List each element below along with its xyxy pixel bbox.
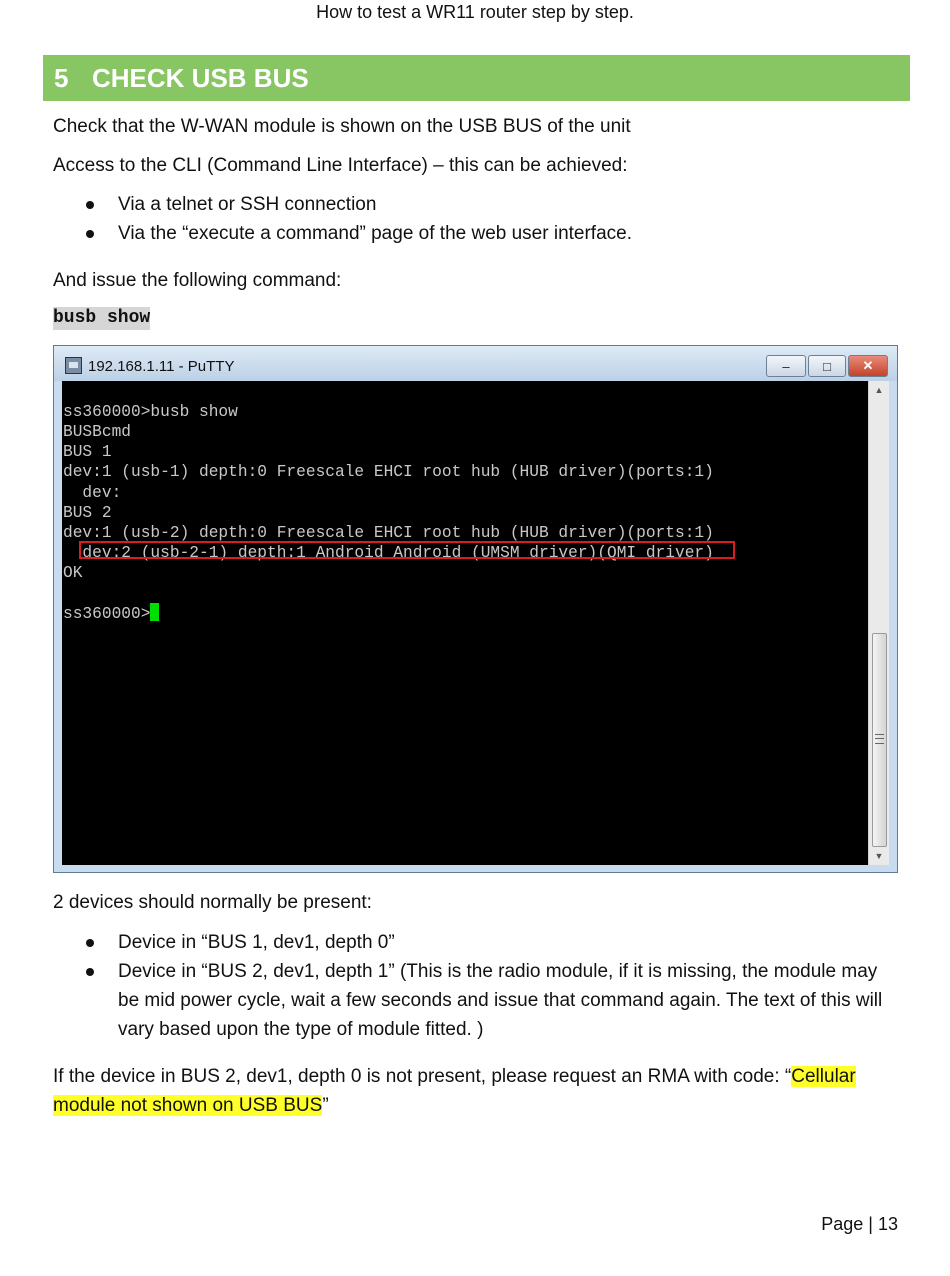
- page-number-footer: [821, 1214, 898, 1235]
- page-separator: |: [868, 1214, 873, 1234]
- page-number: 13: [877, 1214, 898, 1234]
- list-item-text: Device in “BUS 1, dev1, depth 0”: [118, 932, 395, 953]
- close-button[interactable]: ✕: [848, 355, 888, 377]
- list-item: [53, 219, 903, 248]
- terminal-line: BUS 1: [63, 443, 112, 462]
- intro-paragraph-3: And issue the following command:: [53, 270, 342, 291]
- command-snippet: busb show: [53, 308, 151, 328]
- terminal-line: ss360000>busb show: [63, 403, 238, 421]
- terminal-prompt: ss360000>: [63, 605, 151, 624]
- terminal-line: [62, 583, 868, 603]
- putty-app-icon: [65, 357, 82, 374]
- window-titlebar: [54, 346, 897, 381]
- section-heading: [43, 55, 910, 101]
- page-label: Page: [821, 1214, 864, 1234]
- scrollbar-thumb[interactable]: [872, 633, 887, 847]
- section-title: CHECK USB BUS: [92, 62, 309, 93]
- terminal-line: dev:1 (usb-2) depth:0 Freescale EHCI root hub (HUB driver)(ports:1): [63, 523, 714, 542]
- bullet-icon: [86, 201, 94, 209]
- bullet-icon: [86, 230, 94, 238]
- putty-window-screenshot: [53, 345, 898, 873]
- terminal-prompt-line: [62, 603, 868, 623]
- scroll-up-arrow-icon[interactable]: ▲: [874, 385, 884, 395]
- vertical-scrollbar[interactable]: [868, 381, 889, 865]
- results-paragraph: 2 devices should normally be present:: [53, 892, 372, 913]
- running-header: How to test a WR11 router step by step.: [316, 2, 634, 22]
- expected-device-list: [53, 928, 903, 1044]
- bullet-icon: [86, 939, 94, 947]
- intro-paragraph-2: Access to the CLI (Command Line Interface) – this can be achieved:: [53, 155, 628, 176]
- terminal-line: dev:1 (usb-1) depth:0 Freescale EHCI root hub (HUB driver)(ports:1): [63, 463, 714, 482]
- intro-paragraph-1: Check that the W-WAN module is shown on the USB BUS of the unit: [53, 116, 631, 137]
- minimize-button[interactable]: –: [766, 355, 806, 377]
- section-number: 5: [54, 62, 69, 93]
- maximize-button[interactable]: □: [808, 355, 846, 377]
- list-item-text: Via a telnet or SSH connection: [118, 194, 377, 215]
- access-method-list: [53, 190, 903, 248]
- terminal-line: dev:: [63, 483, 122, 502]
- grip-icon: [875, 734, 884, 744]
- terminal-line: BUS 2: [63, 503, 112, 522]
- terminal-cursor: [150, 603, 159, 621]
- rma-suffix: ”: [322, 1095, 329, 1116]
- rma-paragraph: [53, 1062, 899, 1120]
- rma-prefix: If the device in BUS 2, dev1, depth 0 is not present, please request an RMA with code: “: [53, 1066, 792, 1087]
- rma-code-highlight: Cellular module not shown on USB BUS: [53, 1066, 856, 1116]
- terminal-line-highlighted: dev:2 (usb-2-1) depth:1 Android Android (UMSM driver)(QMI driver): [63, 543, 714, 562]
- list-item-text: Device in “BUS 2, dev1, depth 1” (This is the radio module, if it is missing, the module may be mid power cycle, wait a few seconds and issue that command again. The text of this will vary based upon the type of module fitted. ): [118, 961, 883, 1040]
- terminal-line: OK: [63, 564, 83, 583]
- highlight-box: [79, 541, 735, 559]
- window-title: 192.168.1.11 - PuTTY: [88, 358, 235, 375]
- terminal-output[interactable]: [62, 381, 868, 865]
- list-item: [53, 957, 903, 1044]
- list-item: [53, 190, 903, 219]
- terminal-line: BUSBcmd: [63, 423, 131, 442]
- list-item-text: Via the “execute a command” page of the web user interface.: [118, 223, 633, 244]
- list-item: [53, 928, 903, 957]
- scroll-down-arrow-icon[interactable]: ▼: [874, 851, 884, 861]
- bullet-icon: [86, 968, 94, 976]
